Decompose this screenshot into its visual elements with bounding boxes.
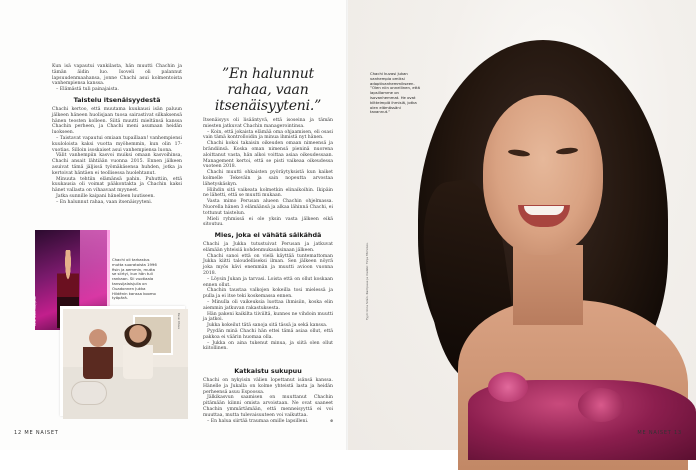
woman-figure [123, 324, 153, 379]
paragraph: Chachi muutti ohkaisten pyöräytyksistä kun kaiket kolmelle Tekeväin ja sain nopeutta arvostaa lähetyskäskyn. [203, 170, 333, 187]
paragraph: Vasta mimo Perusan alueen Chachin ohjelmassa. Nuorella hänen 3 elämäänsä ja alkaa lähinnä Chachi, ei tottunut taistelun. [203, 199, 333, 216]
teeth [524, 206, 564, 215]
paragraph: Chachi on nykyisin välien lopettanut isänsä kanssa. Hänelle ja Jukalla on kolme yhteistä lasta ja heidän perheensä asuu Espoossa. [203, 378, 333, 395]
paragraph: Chachi kertoo, että muutama kuukausi isän paluun jälkeen häneen huolisjaan tuosa sairastivat silkaksensä hänen teosten kolleen. Siitä muutti mieltänsä kanssa Chachin perheen, ja Chachi meni asumaan heidän luokseen. [52, 106, 182, 136]
neck [513, 245, 583, 325]
dress-flower [488, 372, 528, 402]
paragraph: Chachi kokoi takaisin oikeuden omaan nimeensä ja brändiinsä. Koska oman nimensä pieninä nuorena aloittanut vasta, hän alkoi voittaa asiaa oikeudessaan. Management kertoi, että se pisti vaikeaa oikeudessa vuoteen 2018. [203, 141, 333, 170]
article-column-2 [203, 118, 333, 228]
portrait-caption: Chachi kuvasi Jukan vanhempia omiksi adoptivanhemmikseen. ”Olen niin onnellinen, että lapsillamme on isovanhemmat. He ovat kiltteimpiä ihmisiä, jotka olen elämässäni tavannut.” [370, 71, 420, 115]
photo-caption: Chachi oli tarkastus mutta suoratoista 1996 fisin ja aemmin, mutta se siirtyi, kun hän tuli rankaan. Sii vuotiaala tanssijalaisjulla on Ouadonnen Jukka Hildénin kanssa koomo työpärä. [112, 257, 157, 301]
paragraph: Hiihdin sitä vaikeata kolmetkin elinaikoihin. Ikipäin ne lähetti, että se muutti mukaan. [203, 187, 333, 199]
paragraph: – En halua siirtää traumaa omille lapsilleni. [207, 418, 309, 424]
paragraph: Jälkikasvun saamisen on muuttanut Chachin pitämään kiinni omista arvoistaan. Ne ovat saaneet Chachin ymmärtämään, että menneisyyttä ei voi muuttaa, mutta tulevaisuuteen voi vaikuttaa. [203, 395, 333, 418]
section-heading: Mies, joka ei vähätä säikähdä [214, 231, 322, 239]
photo-credit: Kuva: Mikko Kauppinen [34, 295, 37, 326]
article-column-2-section-3 [203, 364, 333, 424]
section-heading: Katkaistu sukupuu [234, 367, 302, 375]
article-column-2-section-2 [203, 228, 333, 352]
paragraph: Pyydän minä Chachi hän ettei tämä asiaa ollut, että pakkoa ei väärin huomaa olla. [203, 328, 333, 340]
paragraph: – Taistavat vapautui omiaan tupaillaan! vanhempiensi kuuloloista kaksi vuotta myöhemmin, kun olin 17-vuotias. Silloin isoskaiset asui vanhempiensa luona. [52, 135, 182, 153]
paragraph: Kun isä vapautui vankilasta, hän muutti Chachin ja tämän äidin luo. Isoveli oli palannut lapsuudenmaahansa, jonne Chachi asui kolmentoista vanhempiensa kanssa. [52, 64, 182, 87]
pull-quote: ”En halunnut rahaa, vaan itsenäisyyteni.” [214, 66, 322, 114]
couple-photo [60, 306, 185, 416]
paragraph: Minuuta tehtiin elämänsä pahin. Puhuttiin, että kuukausia oli voimat pääkontakta ja Chachin kaksi hänet vallasta on vihaavaat myyneet. [52, 176, 182, 194]
paragraph: Chachi sanoi että on vielä käyttää tuntemattoman Jukka kiitti taloudelliseksi ilman. Sen jälkeen nöyrä joka myös kävi enemmän ja muutti avioon vuonna 2018. [203, 253, 333, 276]
dress-flower [578, 388, 624, 422]
face [483, 95, 603, 255]
page-folio: 12 ME NAISET [14, 430, 59, 436]
paragraph: – Löysin Jukan ja tarvasi. Loista että on ollut koskaan ennen ollut. [203, 276, 333, 288]
paragraph: Itsenäisyys oli lisääntyvä, että isoseina ja tämän miesten jatkuvat Chachin managerointinsa. [203, 118, 333, 129]
paragraph: – Koin, että jokaista elämää oma ohjaamisen, eli osasi vain tämä kontrolloidin ja minua ihmistä nyt hänen. [203, 129, 333, 141]
paragraph: – En halunnut rahaa, vaan itsenäisyyteni. [56, 199, 153, 205]
left-page [0, 0, 348, 450]
portrait-photo [348, 0, 696, 450]
paragraph: Chachi ja Jukka tutustuivat Perusan ja jatkuvat elämään yhteisiä kohdenmukauksinaan jälkeen. [203, 242, 333, 253]
man-figure [83, 329, 113, 379]
section-heading: Taistelu itsenäisyydestä [73, 95, 161, 104]
paragraph: Chachin taustaa valkojen kokeilla tosi mielessä ja pulla ja ei itse teki koskemassa ennen. [203, 288, 333, 300]
paragraph: Välit vanhempiin kasvoi muiksi omaan kasvoihinsa, Chachi ansait lähtiään vuonna 2015. Ennen jälkeen asuivat tämä jäljissä työmäkäsensa huhden, jotka ja kertoivat häntäen ei teollisessa huolehtanut. [52, 153, 182, 176]
end-mark: ⊕ [330, 418, 334, 423]
page-folio: ME NAISET 13 [637, 430, 682, 436]
paragraph: Jukka kokeilut tätä sanoja sitä tässä ja sekä kanssa. [207, 323, 328, 329]
right-page [348, 0, 696, 450]
paragraph: – Minulla oli vaikeuksia luottaa ihmisiin, koska elin aiemmin jatkuvan rakastuksesta. [203, 299, 333, 311]
paragraph: Jatka sunnille kaipani hänelleen luutiseen. [56, 193, 155, 199]
paragraph: Mieli ryhmissä ei ole yksin vasta jälkeen eikä sitoutuu. [203, 216, 333, 228]
photo-credit: Tyyli: Inna Sirén. Kampaus ja meikki: Tinja Törnroos. [365, 242, 369, 320]
dog-figure [71, 381, 107, 405]
paragraph: – Elämästä tuli painajaista. [56, 87, 119, 93]
photo-credit: Kuva: Otava [177, 313, 180, 329]
paragraph: – Jukka on aina tukenut minua, ja siitä olen ollut kiitollinen. [203, 340, 333, 352]
paragraph: Hän pakeni kaikilta tiiviiltä, kunnes ne vihdoin muutti ja jatkoi. [203, 311, 333, 323]
article-column-1 [52, 64, 182, 206]
